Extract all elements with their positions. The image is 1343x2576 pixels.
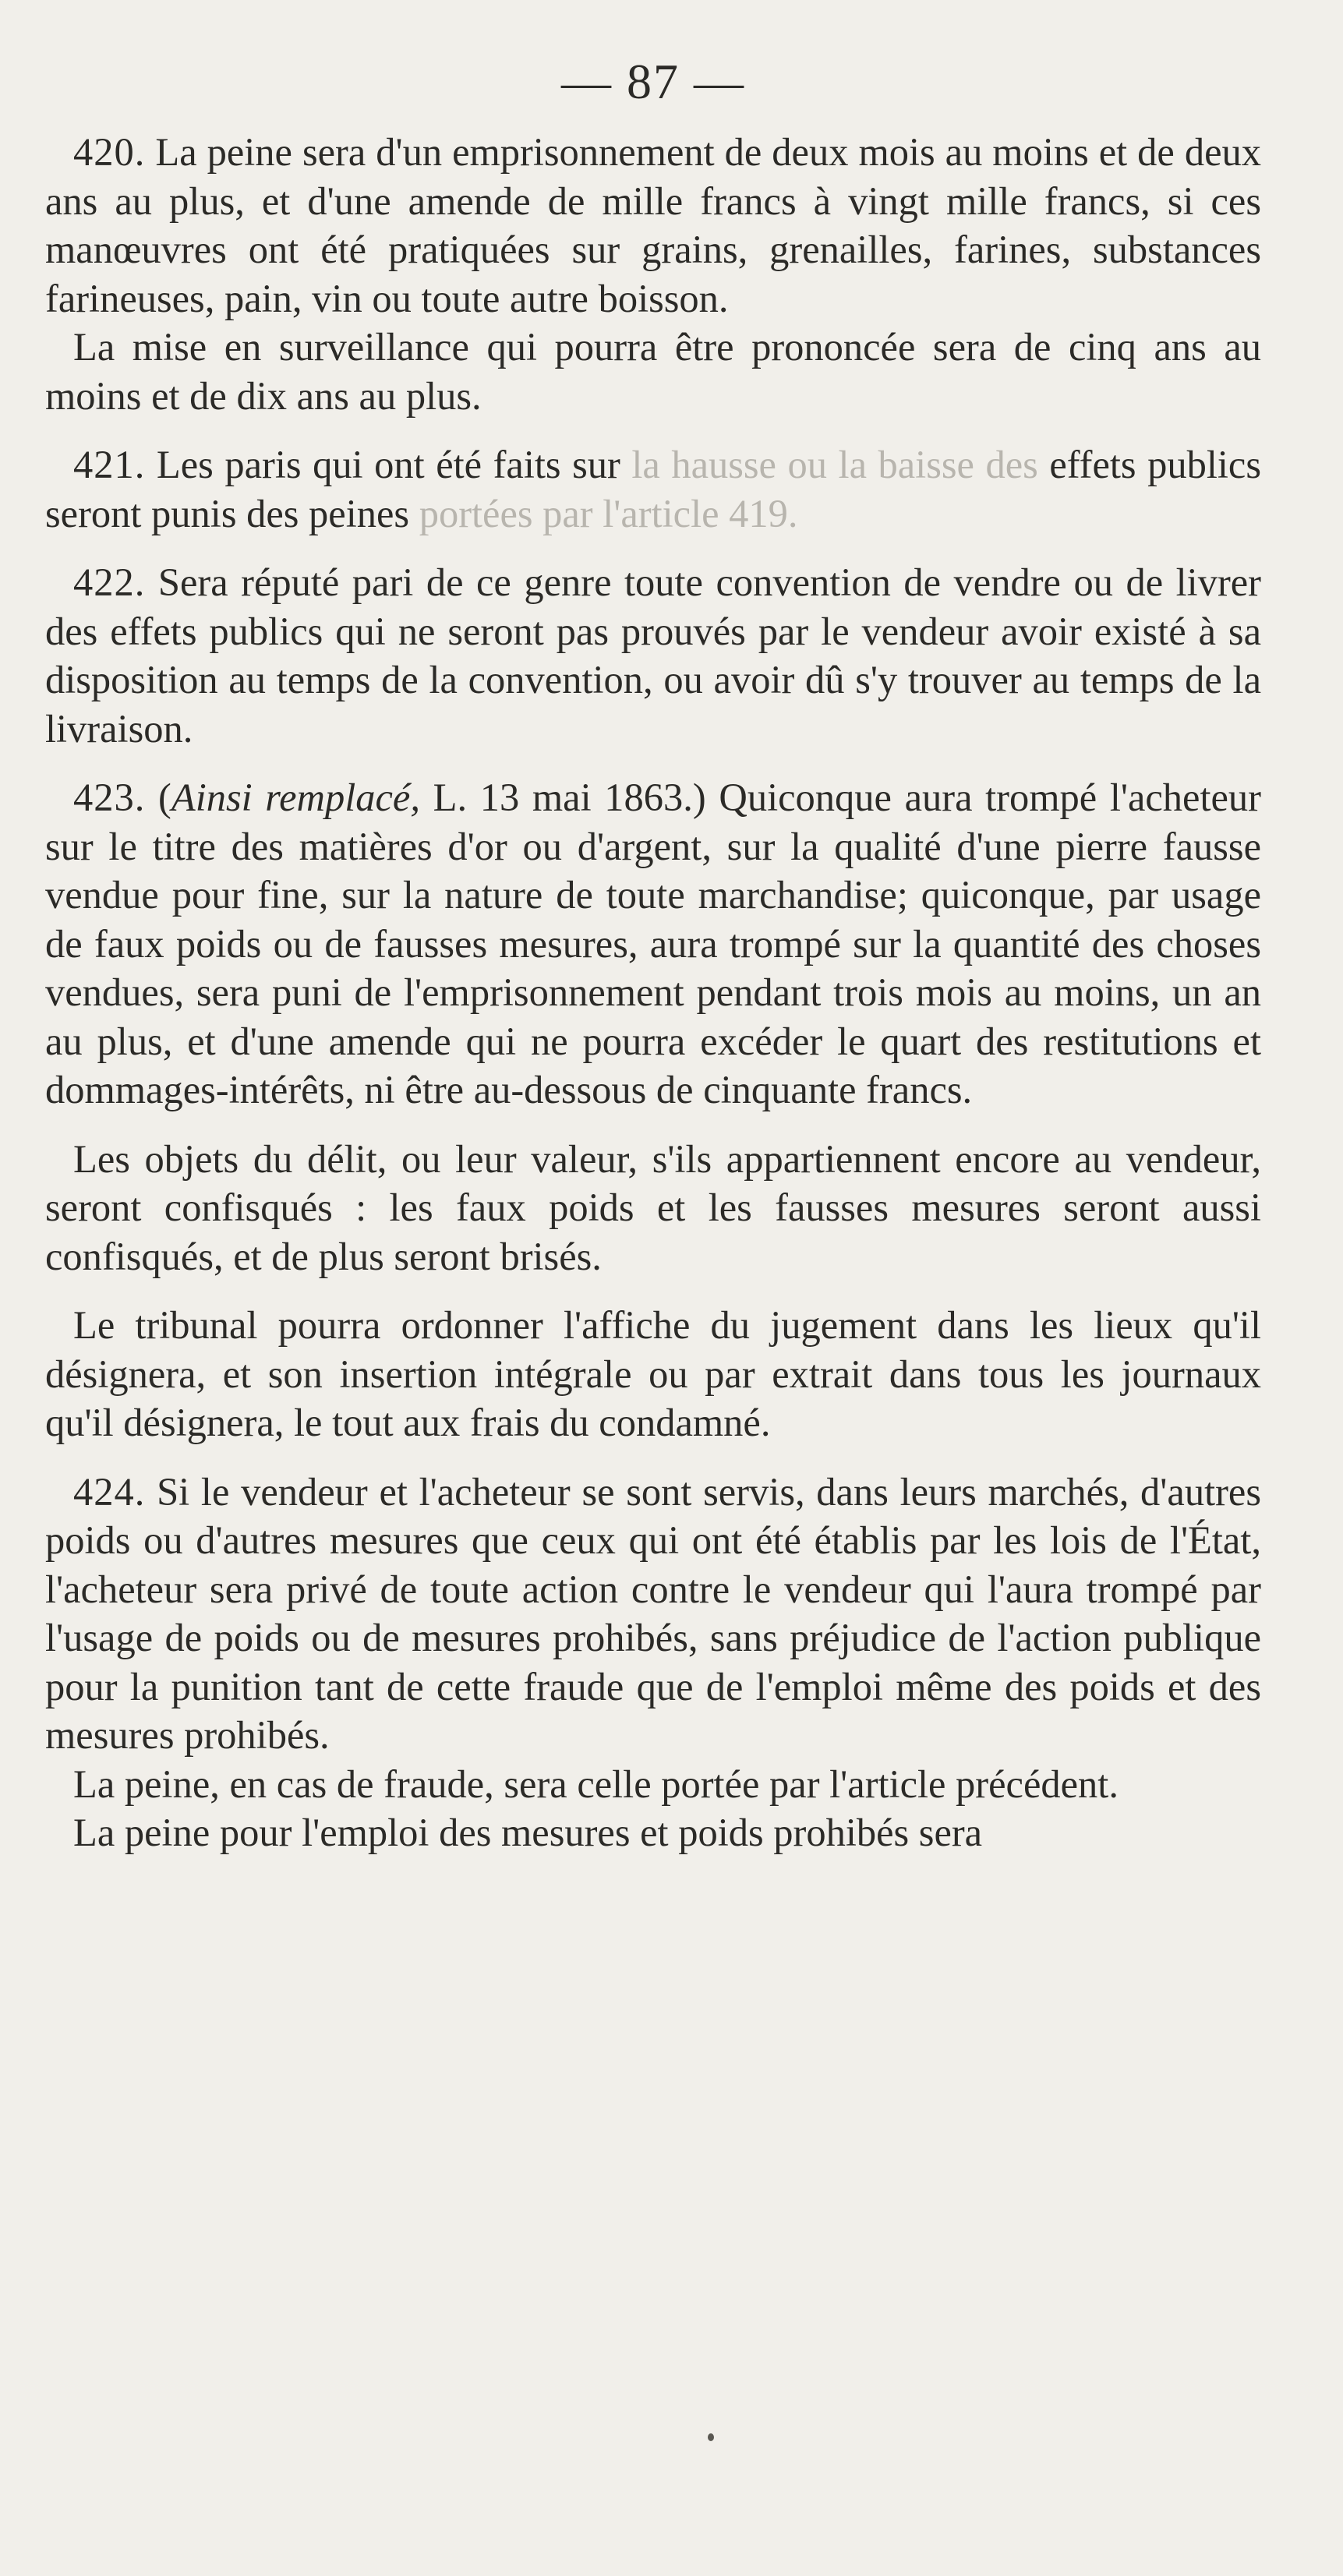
article-423-paragraph-2: Les objets du délit, ou leur valeur, s'ils appartiennent encore au vendeur, seront confisqués : les faux poids et les fausses mesures seront aussi confisqués, et de plus seront brisés. xyxy=(45,1136,1261,1278)
article-text: Si le vendeur et l'acheteur se sont servis, dans leurs marchés, d'autres poids ou d'autres mesures que ceux qui ont été établis par les lois de l'État, l'acheteur sera privé de toute action contre le vendeur qui l'aura trompé par l'usage de poids ou de mesures prohibés, sans préjudice de l'action publique pour la punition tant de cette fraude que de l'emploi même des poids et des mesures prohibés. xyxy=(45,1469,1261,1757)
article-420 xyxy=(45,128,1261,323)
article-424-paragraph-2: La peine, en cas de fraude, sera celle portée par l'article précédent. xyxy=(73,1762,1119,1806)
article-number: 424. xyxy=(73,1469,146,1514)
article-text: Quiconque aura trompé l'acheteur sur le titre des matières d'or ou d'argent, sur la qualité d'une pierre fausse vendue pour fine, sur la nature de toute marchandise; quiconque, par usage de faux poids ou de fausses mesures, aura trompé sur la quantité des choses vendues, sera puni de l'emprisonnement pendant trois mois au moins, un an au plus, et d'une amende qui ne pourra excéder le quart des restitutions et dommages-intérêts, ni être au-dessous de cinquante francs. xyxy=(45,776,1261,1111)
article-text: La peine sera d'un emprisonnement de deux mois au moins et de deux ans au plus, et d'une amende de mille francs à vingt mille francs, si ces manœuvres ont été pratiquées sur grains, grenailles, farines, substances farineuses, pain, vin ou toute autre boisson. xyxy=(45,130,1261,320)
law-reference: L. 13 mai 1863. xyxy=(419,776,693,819)
article-number: 421. xyxy=(73,443,146,486)
book-page xyxy=(45,55,1261,1857)
article-text: Sera réputé pari de ce genre toute convention de vendre ou de livrer des effets publics qui ne seront pas prouvés par le vendeur avoir existé à sa disposition au temps de la convention, ou avoir dû s'y trouver au temps de la livraison. xyxy=(45,560,1261,751)
faded-text: portées par l'article 419. xyxy=(419,491,798,535)
article-422 xyxy=(45,558,1261,753)
article-text: effets publics seront punis des peines xyxy=(45,443,1261,535)
ink-spot xyxy=(708,2433,714,2441)
page-number: — 87 — xyxy=(561,54,745,109)
article-423-paragraph-3: Le tribunal pourra ordonner l'affiche du jugement dans les lieux qu'il désignera, et son insertion intégrale ou par extrait dans tous les journaux qu'il désignera, le tout aux frais du condamné. xyxy=(45,1303,1261,1444)
article-number: 422. xyxy=(73,560,146,604)
faded-text: la hausse ou la baisse des xyxy=(631,443,1038,486)
article-text: Les paris qui ont été faits sur xyxy=(145,443,632,486)
article-423: 423. (Ainsi remplacé, L. 13 mai 1863.) Quiconque aura trompé l'acheteur sur le titre des matières d'or ou d'argent, sur la qualité d'une pierre fausse vendue pour fine, sur la nature de toute marchandise; quiconque, par usage de faux poids ou de fausses mesures, aura trompé sur la quantité des choses vendues, sera puni de l'emprisonnement pendant trois mois au moins, un an au plus, et d'une amende qui ne pourra excéder le quart des restitutions et dommages-intérêts, ni être au-dessous de cinquante francs. xyxy=(45,776,1261,1111)
amendment-note: Ainsi remplacé, xyxy=(171,776,420,819)
article-421 xyxy=(45,440,1261,538)
article-number: 420. xyxy=(73,130,146,174)
article-420-paragraph-2: La mise en surveillance qui pourra être prononcée sera de cinq ans au moins et de dix ans au plus. xyxy=(45,325,1261,418)
article-number: 423. xyxy=(73,776,146,819)
article-424 xyxy=(45,1468,1261,1760)
article-424-paragraph-3: La peine pour l'emploi des mesures et poids prohibés sera xyxy=(73,1811,983,1854)
